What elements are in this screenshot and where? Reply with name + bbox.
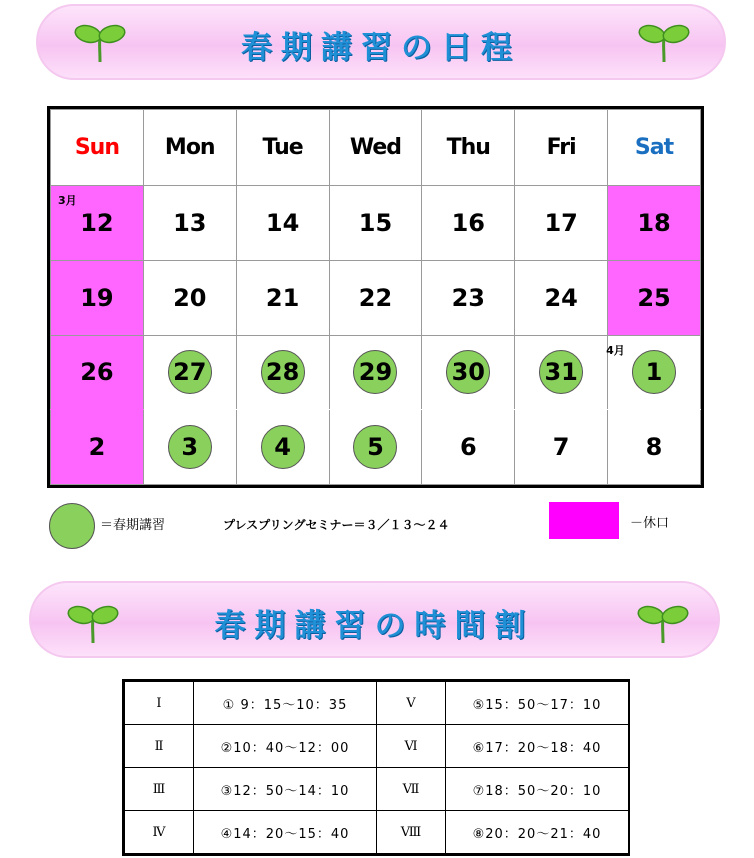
calendar-day — [608, 410, 701, 485]
period-time: ③12：50～14：10 — [194, 768, 377, 811]
legend-holiday-swatch — [549, 502, 619, 539]
sprout-icon — [635, 601, 691, 645]
day-number: 22 — [358, 283, 393, 312]
day-number: 1 — [645, 358, 663, 387]
day-number: 28 — [265, 358, 300, 387]
period-time: ⑦18：50～20：10 — [446, 768, 629, 811]
calendar-day-lesson — [329, 410, 422, 485]
period-label: Ⅷ — [377, 811, 446, 854]
day-number: 13 — [173, 208, 207, 237]
day-number: 24 — [544, 283, 578, 312]
day-number: 14 — [265, 208, 300, 237]
timetable-row — [125, 768, 629, 811]
day-number: 8 — [645, 433, 663, 462]
day-number: 29 — [358, 358, 393, 387]
day-number: 5 — [367, 433, 384, 462]
period-time: ⑤15：50～17：10 — [446, 682, 629, 725]
day-number: 20 — [173, 283, 207, 312]
calendar-day — [422, 410, 515, 485]
day-number: 21 — [265, 283, 300, 312]
period-label: Ⅴ — [377, 682, 446, 725]
day-header-thu: Thu — [422, 110, 515, 186]
day-header-sat: Sat — [608, 110, 701, 186]
day-number: 6 — [459, 433, 477, 462]
period-time: ① 9：15～10：35 — [194, 682, 377, 725]
calendar-day-lesson — [143, 335, 236, 410]
legend-lesson-label: ＝春期講習 — [100, 518, 166, 533]
calendar-day-lesson — [515, 335, 608, 410]
day-number: 2 — [88, 433, 106, 462]
day-number: 4 — [274, 433, 291, 462]
legend-seminar-label: プレスプリングセミナー＝３／１３～２４ — [223, 518, 450, 532]
timetable-banner — [29, 581, 720, 658]
day-number: 18 — [637, 208, 671, 237]
period-label: Ⅶ — [377, 768, 446, 811]
page-title: 春期講習の日程 — [241, 30, 521, 66]
month-label: 3月 — [58, 194, 77, 207]
day-header-sun: Sun — [51, 110, 144, 186]
timetable-row — [125, 725, 629, 768]
calendar-day — [236, 260, 329, 335]
calendar-day — [422, 260, 515, 335]
calendar-day-lesson — [422, 335, 515, 410]
calendar-day-lesson — [236, 335, 329, 410]
calendar-day-lesson — [608, 335, 701, 410]
period-label: Ⅳ — [125, 811, 194, 854]
calendar-day — [515, 186, 608, 261]
calendar-week-row — [51, 410, 701, 485]
calendar-day-holiday — [51, 186, 144, 261]
day-number: 27 — [173, 358, 207, 387]
timetable-row — [125, 682, 629, 725]
calendar-day-holiday — [608, 186, 701, 261]
day-number: 17 — [544, 208, 578, 237]
day-number: 19 — [80, 283, 114, 312]
calendar-day — [515, 410, 608, 485]
calendar-week-row — [51, 335, 701, 410]
day-number: 16 — [451, 208, 485, 237]
day-header-mon: Mon — [143, 110, 236, 186]
day-number: 7 — [552, 433, 570, 462]
day-number: 25 — [637, 283, 671, 312]
period-time: ⑥17：20～18：40 — [446, 725, 629, 768]
sprout-icon — [636, 20, 692, 64]
day-number: 31 — [544, 358, 578, 387]
day-number: 12 — [80, 208, 114, 237]
legend-holiday-label: －休口 — [630, 516, 670, 531]
calendar-week-row — [51, 186, 701, 261]
calendar-day — [143, 260, 236, 335]
period-label: Ⅱ — [125, 725, 194, 768]
period-time: ④14：20～15：40 — [194, 811, 377, 854]
day-number: 26 — [80, 358, 114, 387]
calendar-day-holiday — [51, 335, 144, 410]
calendar-week-row — [51, 260, 701, 335]
calendar-day-holiday — [51, 260, 144, 335]
timetable — [122, 679, 630, 856]
calendar-day — [422, 186, 515, 261]
day-number: 30 — [451, 358, 485, 387]
calendar-day-lesson — [236, 410, 329, 485]
day-number: 15 — [358, 208, 393, 237]
calendar-day — [329, 186, 422, 261]
month-label: 4月 — [606, 343, 625, 357]
timetable-row — [125, 811, 629, 854]
day-number: 23 — [451, 283, 485, 312]
period-label: Ⅵ — [377, 725, 446, 768]
calendar-day — [515, 260, 608, 335]
period-time: ⑧20：20～21：40 — [446, 811, 629, 854]
calendar-day — [236, 186, 329, 261]
calendar — [47, 106, 704, 488]
calendar-day-lesson — [143, 410, 236, 485]
period-label: Ⅰ — [125, 682, 194, 725]
calendar-header-row — [51, 110, 701, 186]
timetable-title: 春期講習の時間割 — [214, 608, 535, 644]
calendar-day — [143, 186, 236, 261]
calendar-day-holiday — [51, 410, 144, 485]
day-header-wed: Wed — [329, 110, 422, 186]
calendar-day-holiday — [608, 260, 701, 335]
calendar-day — [329, 260, 422, 335]
calendar-day-lesson — [329, 335, 422, 410]
top-banner — [36, 4, 726, 80]
period-label: Ⅲ — [125, 768, 194, 811]
day-header-fri: Fri — [515, 110, 608, 186]
day-number: 3 — [181, 433, 199, 462]
period-time: ②10：40～12：00 — [194, 725, 377, 768]
legend-lesson-marker — [49, 503, 95, 549]
day-header-tue: Tue — [236, 110, 329, 186]
